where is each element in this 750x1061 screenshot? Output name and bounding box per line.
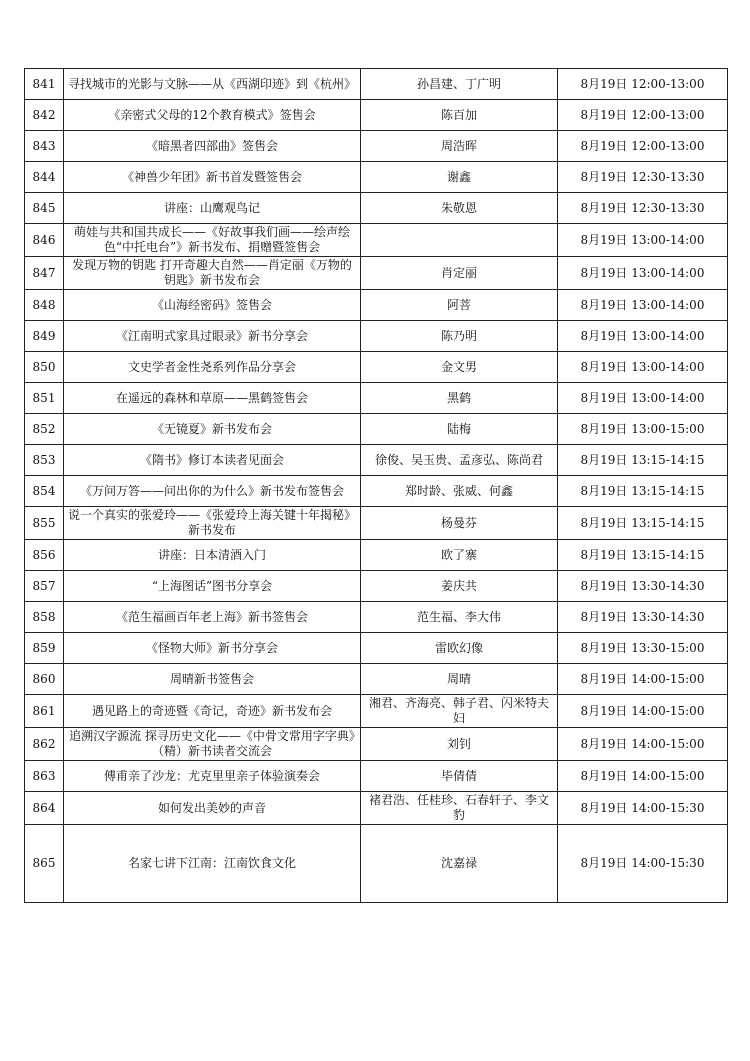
row-number: 860 [25,664,64,695]
event-guests: 金文男 [361,352,558,383]
event-title: 周晴新书签售会 [64,664,361,695]
event-title: 《亲密式父母的12个教育模式》签售会 [64,100,361,131]
table-row [25,69,728,100]
event-time: 8月19日 13:15-14:15 [558,507,728,540]
event-time: 8月19日 13:00-15:00 [558,414,728,445]
event-time: 8月19日 13:30-14:30 [558,602,728,633]
event-time: 8月19日 13:00-14:00 [558,383,728,414]
event-title: 《江南明式家具过眼录》新书分享会 [64,321,361,352]
event-guests: 谢鑫 [361,162,558,193]
event-title: 说一个真实的张爱玲——《张爱玲上海关键十年揭秘》新书发布 [64,507,361,540]
event-time: 8月19日 14:00-15:00 [558,761,728,792]
event-title: 《暗黑者四部曲》签售会 [64,131,361,162]
table-row [25,352,728,383]
row-number: 863 [25,761,64,792]
event-time: 8月19日 13:00-14:00 [558,290,728,321]
event-guests: 郑时龄、张威、何鑫 [361,476,558,507]
event-time: 8月19日 12:30-13:30 [558,193,728,224]
event-title: 萌娃与共和国共成长——《好故事我们画——绘声绘色“中托电台”》新书发布、捐赠暨签售会 [64,224,361,257]
event-title: 追溯汉字源流 探寻历史文化——《中骨文常用字字典》（精）新书读者交流会 [64,728,361,761]
row-number: 849 [25,321,64,352]
table-row [25,761,728,792]
event-guests [361,224,558,257]
row-number: 859 [25,633,64,664]
event-guests: 陈百加 [361,100,558,131]
row-number: 853 [25,445,64,476]
event-guests: 周晴 [361,664,558,695]
event-guests: 欧了寨 [361,540,558,571]
event-title: 《无镜夏》新书发布会 [64,414,361,445]
event-title: 《山海经密码》签售会 [64,290,361,321]
row-number: 843 [25,131,64,162]
event-guests: 陈乃明 [361,321,558,352]
event-guests: 徐俊、吴玉贵、孟彦弘、陈尚君 [361,445,558,476]
table-row [25,321,728,352]
event-guests: 朱敬恩 [361,193,558,224]
event-time: 8月19日 14:00-15:00 [558,728,728,761]
table-row [25,257,728,290]
event-schedule-table [24,68,728,903]
row-number: 856 [25,540,64,571]
event-guests: 刘钊 [361,728,558,761]
event-time: 8月19日 13:15-14:15 [558,445,728,476]
event-time: 8月19日 13:00-14:00 [558,352,728,383]
table-row [25,633,728,664]
row-number: 864 [25,792,64,825]
table-row [25,664,728,695]
event-time: 8月19日 13:00-14:00 [558,257,728,290]
event-title: 傅甫亲了沙龙：尤克里里亲子体验演奏会 [64,761,361,792]
event-title: 文史学者金性尧系列作品分享会 [64,352,361,383]
row-number: 845 [25,193,64,224]
row-number: 858 [25,602,64,633]
row-number: 844 [25,162,64,193]
event-time: 8月19日 13:30-15:00 [558,633,728,664]
table-row [25,728,728,761]
event-guests: 周浩晖 [361,131,558,162]
table-row [25,602,728,633]
table-row [25,476,728,507]
event-title: 寻找城市的光影与文脉——从《西湖印迹》到《杭州》 [64,69,361,100]
table-row [25,571,728,602]
event-title: 《隋书》修订本读者见面会 [64,445,361,476]
event-title: 名家七讲下江南：江南饮食文化 [64,825,361,903]
event-time: 8月19日 14:00-15:30 [558,825,728,903]
row-number: 848 [25,290,64,321]
event-time: 8月19日 13:15-14:15 [558,476,728,507]
event-guests: 雷欧幻像 [361,633,558,664]
row-number: 855 [25,507,64,540]
row-number: 842 [25,100,64,131]
event-time: 8月19日 12:00-13:00 [558,100,728,131]
row-number: 854 [25,476,64,507]
table-row [25,695,728,728]
table-row [25,383,728,414]
event-title: 《神兽少年团》新书首发暨签售会 [64,162,361,193]
row-number: 850 [25,352,64,383]
row-number: 851 [25,383,64,414]
table-row [25,825,728,903]
event-title: 在遥远的森林和草原——黑鹤签售会 [64,383,361,414]
event-time: 8月19日 14:00-15:00 [558,695,728,728]
event-title: 《范生福画百年老上海》新书签售会 [64,602,361,633]
event-guests: 姜庆共 [361,571,558,602]
event-title: 讲座：日本清酒入门 [64,540,361,571]
row-number: 862 [25,728,64,761]
event-guests: 肖定丽 [361,257,558,290]
event-guests: 黑鹤 [361,383,558,414]
event-title: 遇见路上的奇迹暨《奇记，奇迹》新书发布会 [64,695,361,728]
table-row [25,445,728,476]
event-time: 8月19日 12:00-13:00 [558,69,728,100]
event-guests: 陆梅 [361,414,558,445]
row-number: 861 [25,695,64,728]
table-row [25,162,728,193]
event-title: 如何发出美妙的声音 [64,792,361,825]
row-number: 846 [25,224,64,257]
event-time: 8月19日 14:00-15:30 [558,792,728,825]
event-time: 8月19日 13:30-14:30 [558,571,728,602]
table-row [25,224,728,257]
table-row [25,193,728,224]
table-row [25,792,728,825]
event-time: 8月19日 13:00-14:00 [558,321,728,352]
event-time: 8月19日 14:00-15:00 [558,664,728,695]
table-row [25,100,728,131]
event-title: 发现万物的钥匙 打开奇趣大自然——肖定丽《万物的钥匙》新书发布会 [64,257,361,290]
event-time: 8月19日 13:00-14:00 [558,224,728,257]
table-row [25,414,728,445]
table-row [25,131,728,162]
event-title: 《怪物大师》新书分享会 [64,633,361,664]
event-time: 8月19日 12:00-13:00 [558,131,728,162]
event-guests: 杨曼芬 [361,507,558,540]
event-guests: 范生福、李大伟 [361,602,558,633]
event-title: 讲座：山鹰观鸟记 [64,193,361,224]
table-row [25,507,728,540]
event-guests: 孙昌建、丁广明 [361,69,558,100]
row-number: 841 [25,69,64,100]
event-time: 8月19日 13:15-14:15 [558,540,728,571]
event-guests: 阿菩 [361,290,558,321]
row-number: 857 [25,571,64,602]
event-guests: 毕倩倩 [361,761,558,792]
row-number: 865 [25,825,64,903]
table-row [25,540,728,571]
event-title: 《万问万答——问出你的为什么》新书发布签售会 [64,476,361,507]
event-time: 8月19日 12:30-13:30 [558,162,728,193]
row-number: 847 [25,257,64,290]
event-guests: 褚君浩、任桂珍、石春轩子、李文豹 [361,792,558,825]
table-row [25,290,728,321]
row-number: 852 [25,414,64,445]
event-title: “上海图话”图书分享会 [64,571,361,602]
event-guests: 沈嘉禄 [361,825,558,903]
event-guests: 湘君、齐海亮、韩子君、闪米特夫妇 [361,695,558,728]
